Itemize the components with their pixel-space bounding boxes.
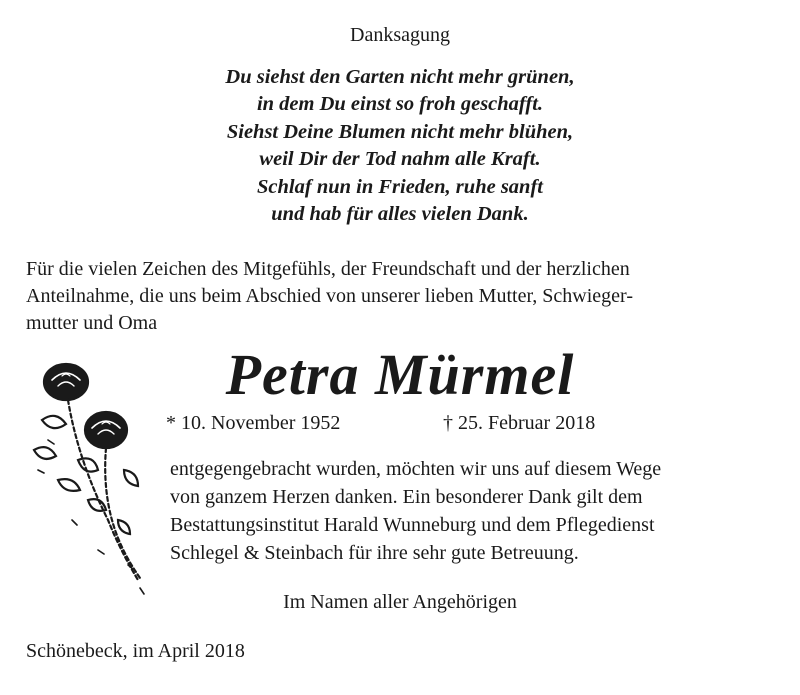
birth-date: * 10. November 1952 — [166, 412, 341, 434]
poem — [0, 64, 800, 228]
thanks-line: Bestattungsinstitut Harald Wunneburg und dem Pflegedienst — [170, 514, 655, 536]
poem-line: weil Dir der Tod nahm alle Kraft. — [259, 148, 541, 171]
notice-heading: Danksagung — [350, 24, 450, 46]
poem-line: in dem Du einst so froh geschafft. — [256, 93, 544, 116]
intro-line: Für die vielen Zeichen des Mitgefühls, der Freundschaft und der herzlichen — [26, 258, 630, 280]
intro-line: Anteilnahme, die uns beim Abschied von unserer lieben Mutter, Schwieger- — [26, 285, 633, 307]
poem-line: und hab für alles vielen Dank. — [271, 203, 529, 226]
thanks-line: von ganzem Herzen danken. Ein besonderer Dank gilt dem — [170, 486, 643, 508]
thanks-line: Schlegel & Steinbach für ihre sehr gute Betreuung. — [170, 542, 579, 564]
deceased-name: Petra Mürmel — [225, 342, 575, 407]
poem-line: Du siehst den Garten nicht mehr grünen, — [225, 66, 575, 88]
poem-line: Schlaf nun in Frieden, ruhe sanft — [257, 175, 543, 198]
poem-line: Siehst Deine Blumen nicht mehr blühen, — [226, 120, 574, 143]
intro-line: mutter und Oma — [26, 312, 158, 334]
thanks-line: entgegengebracht wurden, möchten wir uns auf diesem Wege — [170, 458, 662, 480]
thanks-paragraph — [170, 455, 760, 567]
death-date: † 25. Februar 2018 — [443, 412, 596, 434]
signature: Im Namen aller Angehörigen — [283, 591, 517, 613]
intro-paragraph — [26, 256, 786, 337]
place-date: Schönebeck, im April 2018 — [26, 640, 245, 662]
